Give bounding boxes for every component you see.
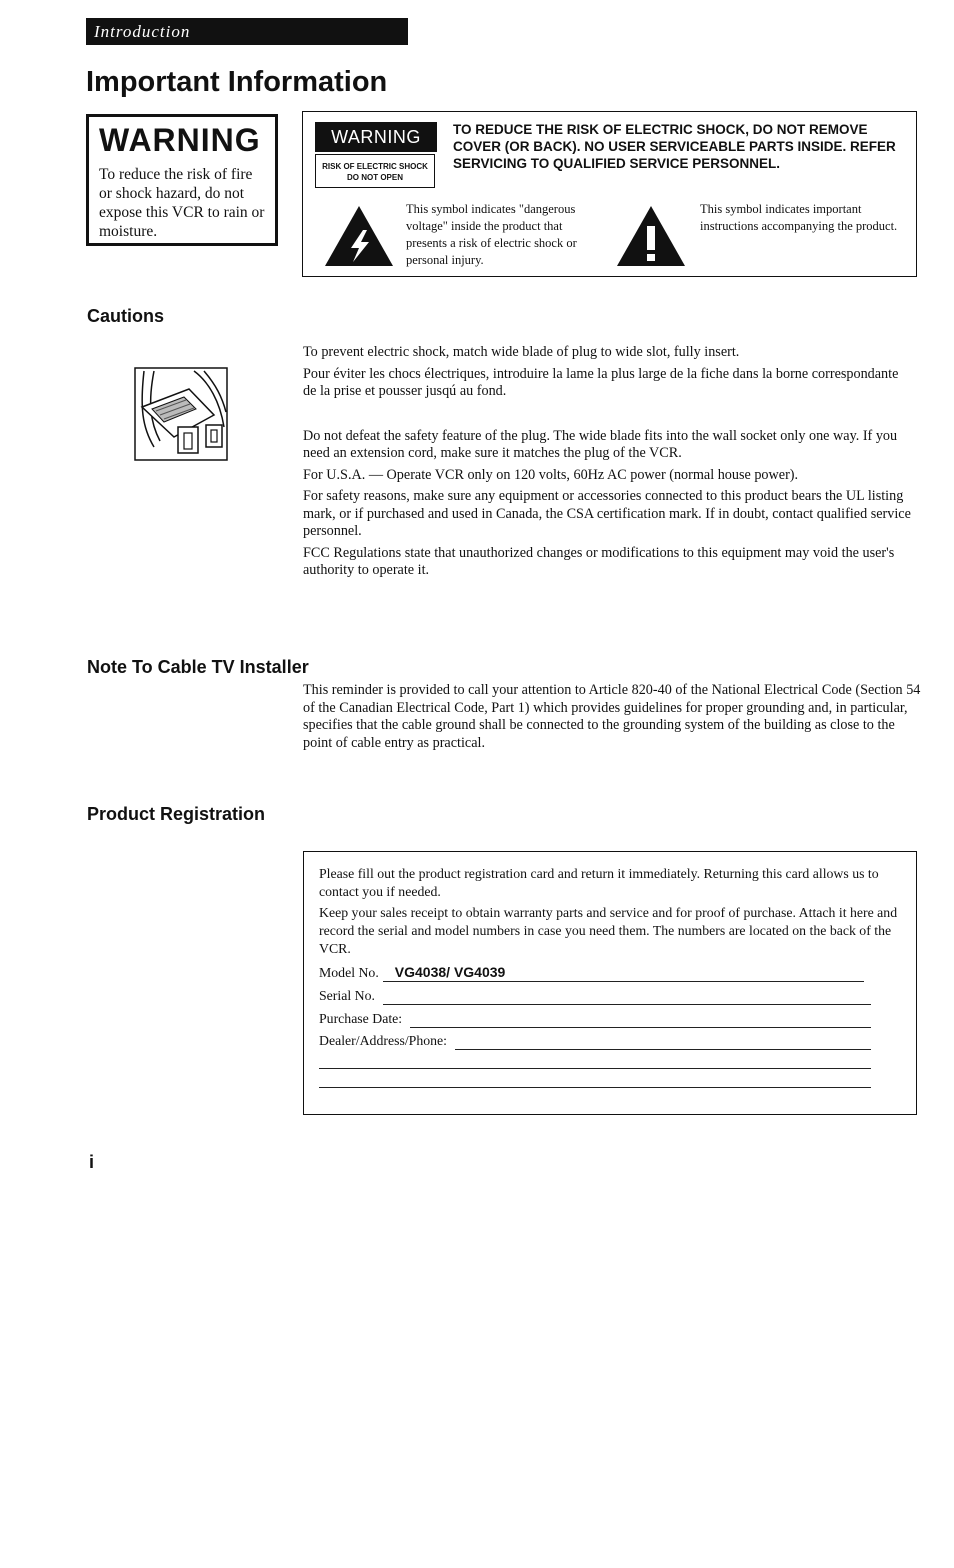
exclamation-symbol-text: This symbol indicates important instructions accompanying the product. — [700, 202, 898, 233]
dealer-label: Dealer/Address/Phone: — [319, 1033, 447, 1048]
page-title: Important Information — [86, 66, 388, 98]
purchase-date-label: Purchase Date: — [319, 1011, 403, 1026]
shock-warning-text: TO REDUCE THE RISK OF ELECTRIC SHOCK, DO NOT REMOVE COVER (OR BACK). NO USER SERVICEABLE PARTS INSIDE. REFER SERVICING TO QUALIFIED SERVICE PERSONNEL. — [453, 122, 896, 171]
model-number-row — [319, 963, 864, 982]
lightning-warning-icon — [323, 204, 395, 268]
caution-paragraph: Pour éviter les chocs électriques, introduire la lame la plus large de la fiche dans la borne correspondante de la prise et pousser jusqú au fond. — [303, 365, 899, 399]
warning-box — [86, 114, 278, 246]
warning-text: To reduce the risk of fire or shock hazard, do not expose this VCR to rain or moisture. — [99, 166, 265, 240]
registration-paragraph: Keep your sales receipt to obtain warranty parts and service and for proof of purchase. Attach it here and record the serial and model numbers in case you need them. The numbers are located on the back of the VCR. — [319, 905, 898, 956]
purchase-date-row — [319, 1010, 871, 1028]
caution-paragraph: For safety reasons, make sure any equipment or accessories connected to this product bears the UL listing mark, or if purchased and used in Canada, the CSA certification mark. If in doubt, contact qualified service personnel. — [303, 488, 911, 539]
dealer-extra-line[interactable] — [319, 1087, 871, 1088]
cautions-text — [303, 344, 913, 580]
cable-note-heading: Note To Cable TV Installer — [87, 657, 309, 677]
caution-paragraph: Do not defeat the safety feature of the plug. The wide blade fits into the wall socket only one way. If you need an extension cord, make sure it matches the plug of the VCR. — [303, 427, 898, 461]
serial-number-row — [319, 987, 871, 1005]
registration-box — [303, 851, 917, 1115]
section-header: Introduction — [86, 18, 408, 45]
exclamation-warning-icon — [615, 204, 687, 268]
dealer-row — [319, 1032, 871, 1050]
caution-paragraph: FCC Regulations state that unauthorized changes or modifications to this equipment may void the user's authority to operate it. — [303, 544, 895, 578]
serial-number-label: Serial No. — [319, 988, 375, 1003]
purchase-date-field[interactable] — [410, 1013, 871, 1028]
registration-paragraph: Please fill out the product registration card and return it immediately. Returning this card allows us to contact you if needed. — [319, 866, 879, 899]
risk-label-line-2: DO NOT OPEN — [346, 173, 403, 182]
caution-paragraph: For U.S.A. — Operate VCR only on 120 volts, 60Hz AC power (normal house power). — [303, 466, 799, 483]
cautions-heading: Cautions — [87, 306, 165, 326]
model-number-value: VG4038/ VG4039 — [383, 963, 864, 982]
shock-warning-box — [302, 111, 917, 277]
risk-label — [315, 154, 435, 188]
warning-heading: WARNING — [99, 122, 261, 158]
risk-label-line-1: RISK OF ELECTRIC SHOCK — [322, 162, 428, 171]
caution-paragraph: To prevent electric shock, match wide blade of plug to wide slot, fully insert. — [303, 344, 740, 360]
serial-number-field[interactable] — [383, 990, 871, 1005]
dealer-field[interactable] — [455, 1035, 871, 1050]
model-number-label: Model No. — [319, 965, 379, 980]
page-number: i — [89, 1152, 95, 1172]
dealer-extra-line[interactable] — [319, 1068, 871, 1069]
voltage-symbol-text: This symbol indicates "dangerous voltage" inside the product that presents a risk of electric shock or personal injury. — [406, 202, 577, 267]
polarized-plug-illustration — [134, 367, 229, 462]
registration-heading: Product Registration — [87, 804, 266, 824]
warning-label: WARNING — [315, 122, 437, 152]
cable-note-text: This reminder is provided to call your attention to Article 820-40 of the National Electrical Code (Section 54 of the Canadian Electrical Code, Part 1) which provides guidelines for proper grounding and, in particular, specifies that the cable ground shall be connected to the grounding system of the building as close to the point of cable entry as practical. — [303, 682, 921, 751]
